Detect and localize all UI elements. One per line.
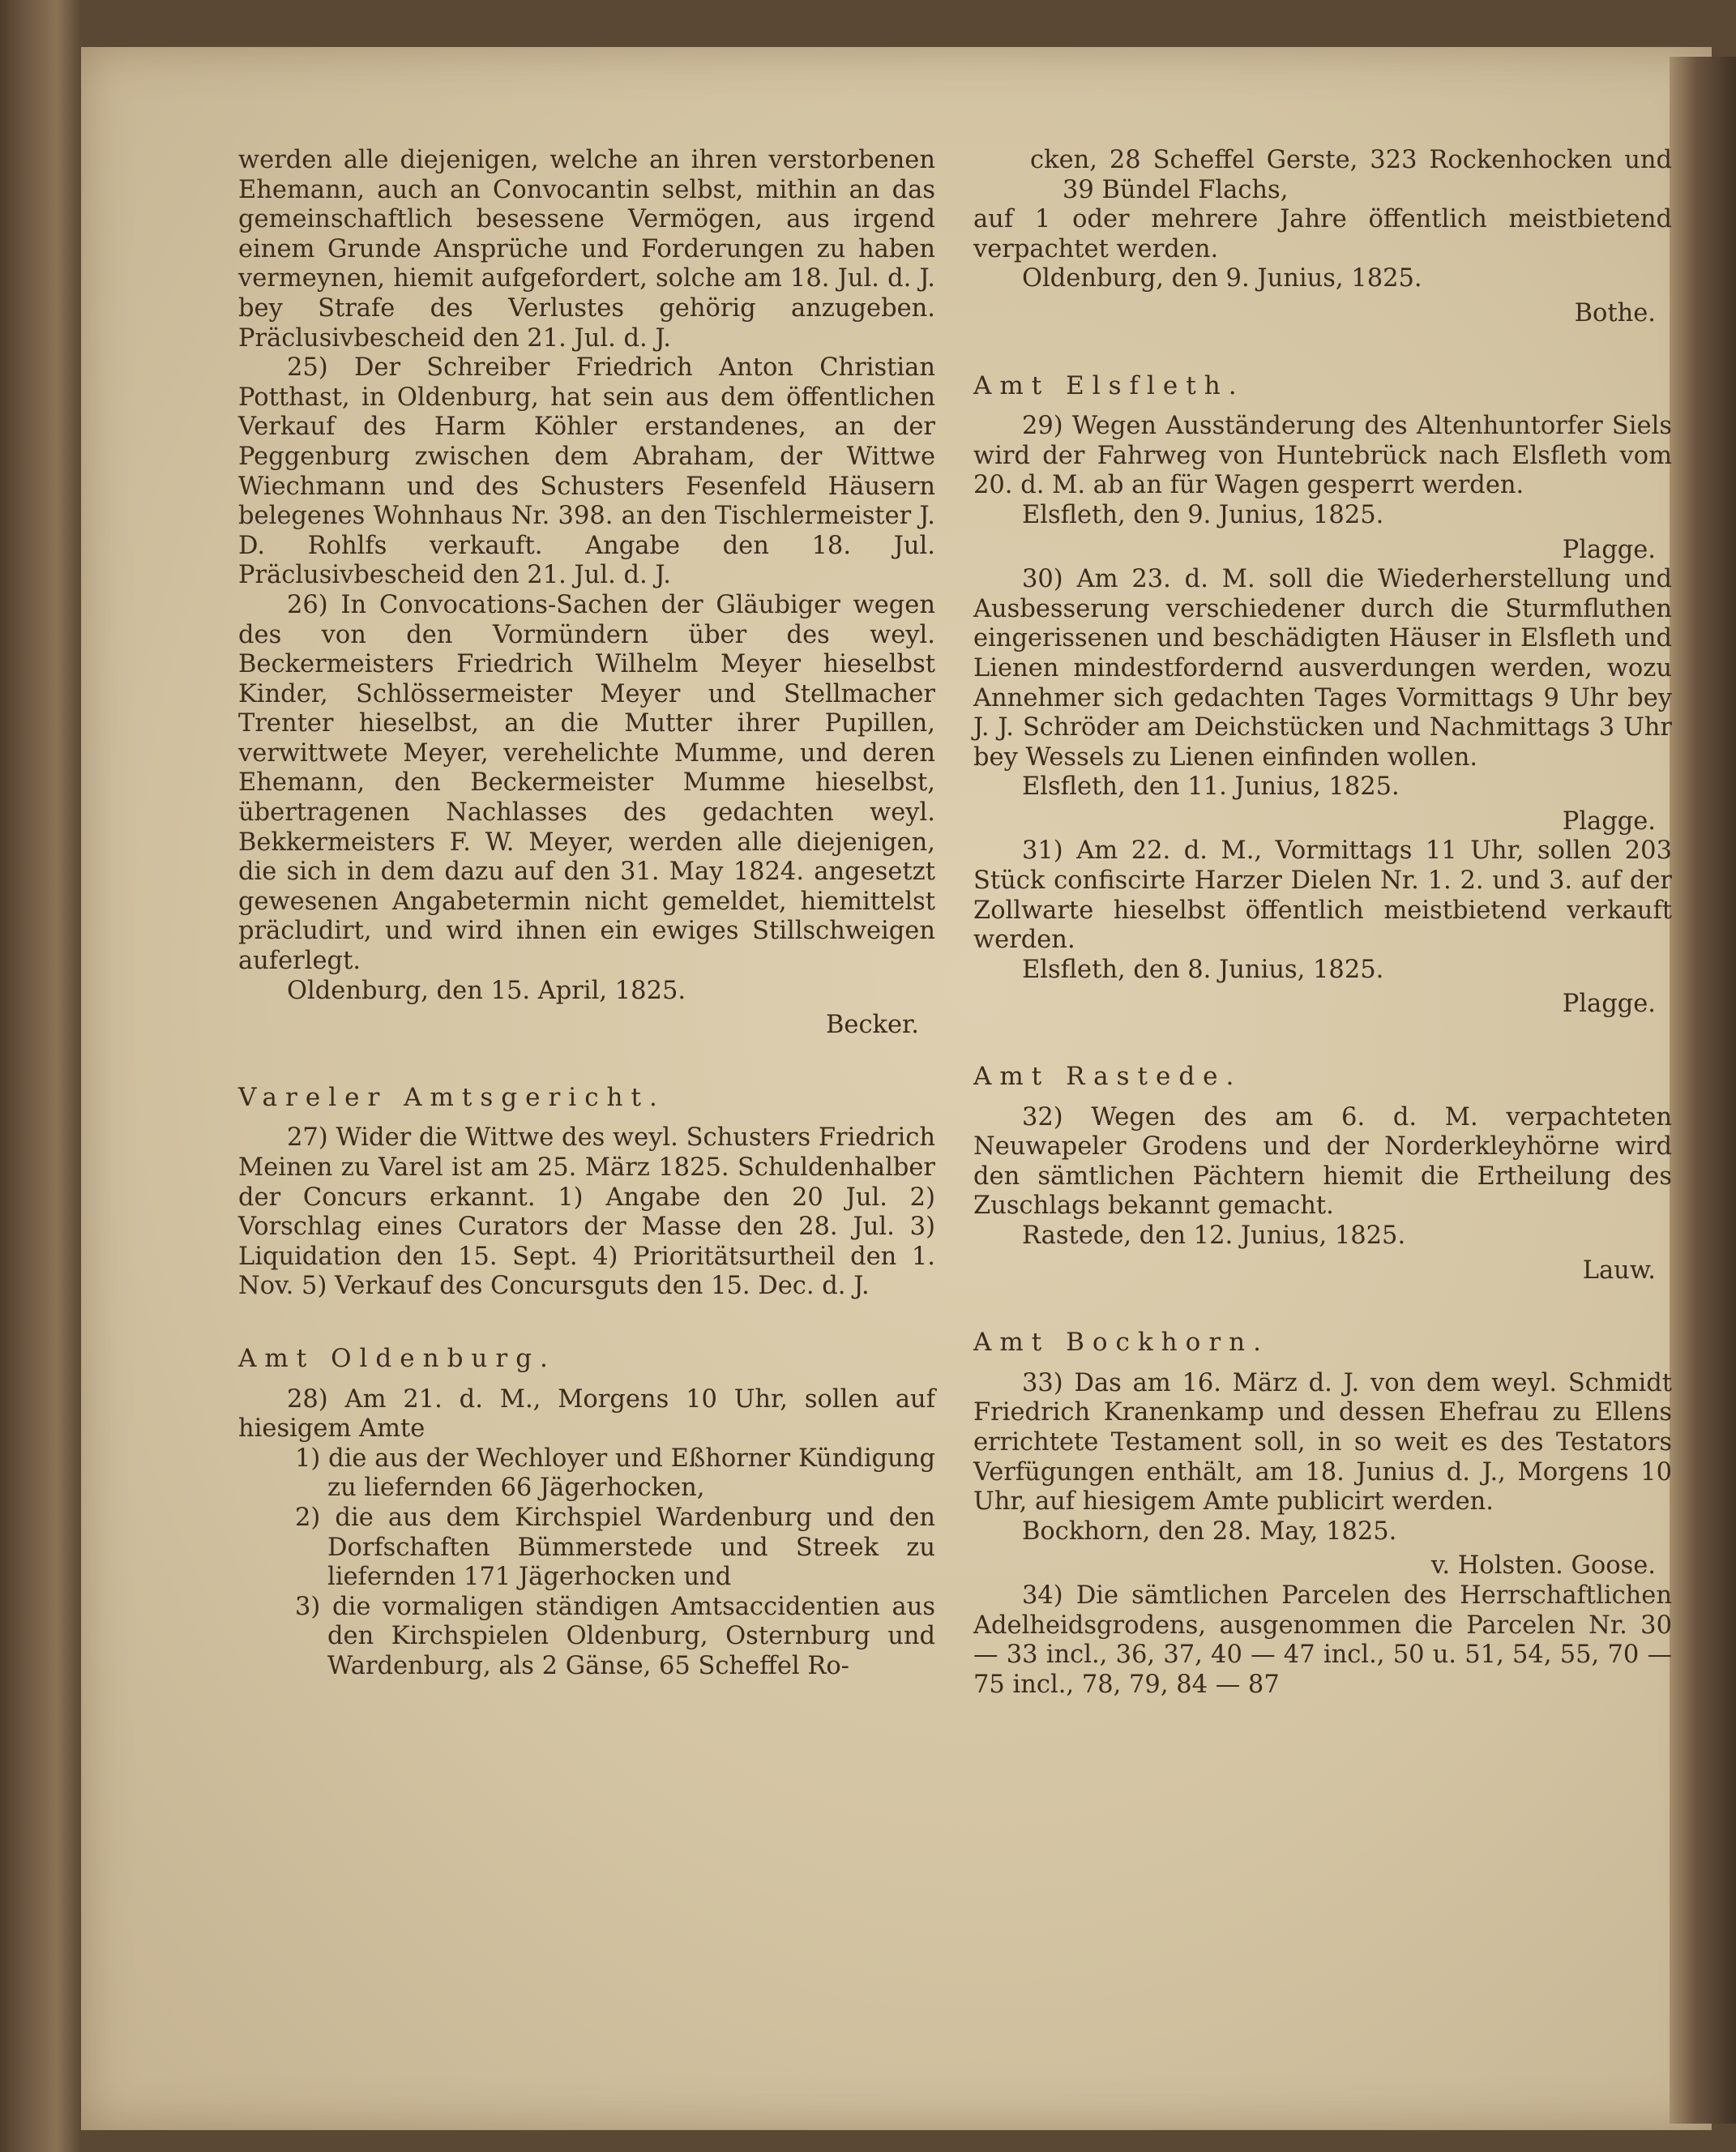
signature: Lauw. — [1582, 1256, 1656, 1285]
list-item: 1) die aus der Wechloyer und Eßhorner Kündigung zu liefernden 66 Jägerhocken, — [295, 1444, 935, 1503]
place-date-line: Elsfleth, den 8. Junius, 1825. — [1022, 955, 1384, 984]
place-date-line: Oldenburg, den 9. Junius, 1825. — [1022, 264, 1422, 293]
left-text-column — [238, 146, 935, 1682]
text-paragraph: auf 1 oder mehrere Jahre öffentlich meistbietend verpachtet werden. — [973, 205, 1672, 263]
notice-paragraph: 28) Am 21. d. M., Morgens 10 Uhr, sollen auf hiesigem Amte — [238, 1384, 935, 1444]
notice-paragraph: 26) In Convocations-Sachen der Gläubiger wegen des von den Vormündern über des weyl. Beckermeisters Friedrich Wilhelm Meyer hieselbst Kinder, Schlössermeister Meyer und Stellmacher Trenter hieselbst, an die Mutter ihrer Pupillen, verwittwete Meyer, verehelichte Mumme, und deren Ehemann, den Beckermeister Mumme hieselbst, übertragenen Nachlasses des gedachten weyl. Bekkermeisters F. W. Meyer, werden alle diejenigen, die sich in dem dazu auf den 31. May 1824. angesetzt gewesenen Angabetermin nicht gemeldet, hiemittelst präcludirt, und wird ihnen ein ewiges Stillschweigen auferlegt. — [238, 590, 935, 976]
notice-paragraph: 29) Wegen Ausständerung des Altenhuntorfer Siels wird der Fahrweg von Huntebrück nach Elsfleth vom 20. d. M. ab an für Wagen gesperrt werden. — [973, 412, 1672, 500]
right-text-column — [973, 146, 1672, 1700]
signature: Plagge. — [1562, 990, 1656, 1019]
list-item: 2) die aus dem Kirchspiel Wardenburg und den Dorfschaften Bümmerstede und Streek zu liefernden 171 Jägerhocken und — [295, 1503, 935, 1592]
notice-paragraph: 31) Am 22. d. M., Vormittags 11 Uhr, sollen 203 Stück confiscirte Harzer Dielen Nr. 1. 2. und 3. auf der Zollwarte hieselbst öffentlich meistbietend verkauft werden. — [973, 836, 1672, 955]
notice-paragraph: 25) Der Schreiber Friedrich Anton Christian Potthast, in Oldenburg, hat sein aus dem öffentlichen Verkauf des Harm Köhler erstandenes, an der Peggenburg zwischen dem Abraham, der Wittwe Wiechmann und des Schusters Fesenfeld Häusern belegenes Wohnhaus Nr. 398. an den Tischlermeister J. D. Rohlfs verkauft. Angabe den 18. Jul. Präclusivbescheid den 21. Jul. d. J. — [238, 353, 935, 590]
place-date-line: Elsfleth, den 11. Junius, 1825. — [1022, 772, 1400, 802]
notice-paragraph: 33) Das am 16. März d. J. von dem weyl. Schmidt Friedrich Kranenkamp und dessen Ehefrau zu Ellens errichtete Testament soll, in so weit es des Testators Verfügungen enthält, am 18. Junius d. J., Morgens 10 Uhr, auf hiesigem Amte publicirt werden. — [973, 1368, 1672, 1517]
signature: Plagge. — [1562, 535, 1656, 564]
place-date-line: Bockhorn, den 28. May, 1825. — [1022, 1517, 1397, 1546]
list-item: cken, 28 Scheffel Gerste, 323 Rockenhocken und 39 Bündel Flachs, — [1030, 146, 1672, 204]
page-edge-shadow — [1670, 57, 1736, 2124]
notice-paragraph: 32) Wegen des am 6. d. M. verpachteten Neuwapeler Grodens und der Norderkleyhörne wird den sämtlichen Pächtern hiemit die Ertheilung des Zuschlags bekannt gemacht. — [973, 1102, 1672, 1221]
signature: Plagge. — [1562, 806, 1656, 836]
place-date-line: Rastede, den 12. Junius, 1825. — [1022, 1221, 1406, 1250]
place-date-line: Elsfleth, den 9. Junius, 1825. — [1022, 500, 1384, 529]
text-paragraph: werden alle diejenigen, welche an ihren verstorbenen Ehemann, auch an Convocantin selbst, mithin an das gemeinschaftlich besessene Vermögen, aus irgend einem Grunde Ansprüche und Forderungen zu haben vermeynen, hiemit aufgefordert, solche am 18. Jul. d. J. bey Strafe des Verlustes gehörig anzugeben. Präclusivbescheid den 21. Jul. d. J. — [238, 146, 935, 353]
signature: v. Holsten. Goose. — [1430, 1551, 1656, 1581]
notice-paragraph: 34) Die sämtlichen Parcelen des Herrschaftlichen Adelheidsgrodens, ausgenommen die Parcelen Nr. 30 — 33 incl., 36, 37, 40 — 47 incl., 50 u. 51, 54, 55, 70 — 75 incl., 78, 79, 84 — 87 — [973, 1581, 1672, 1699]
notice-paragraph: 30) Am 23. d. M. soll die Wiederherstellung und Ausbesserung verschiedener durch die Sturmfluthen eingerissenen und beschädigten Häuser in Elsfleth und Lienen mindestfordernd ausverdungen werden, wozu Annehmer sich gedachten Tages Vormittags 9 Uhr bey J. J. Schröder am Deichstücken und Nachmittags 3 Uhr bey Wessels zu Lienen einfinden wollen. — [973, 565, 1672, 772]
place-date-line: Oldenburg, den 15. April, 1825. — [287, 976, 686, 1005]
list-item: 3) die vormaligen ständigen Amtsaccidentien aus den Kirchspielen Oldenburg, Osternburg und Wardenburg, als 2 Gänse, 65 Scheffel Ro- — [295, 1592, 935, 1680]
section-heading: Amt Oldenburg. — [238, 1343, 556, 1373]
signature: Becker. — [825, 1011, 919, 1040]
notice-paragraph: 27) Wider die Wittwe des weyl. Schusters Friedrich Meinen zu Varel ist am 25. März 1825. Schuldenhalber der Concurs erkannt. 1) Angabe den 20 Jul. 2) Vorschlag eines Curators der Masse den 28. Jul. 3) Liquidation den 15. Sept. 4) Prioritätsurtheil den 1. Nov. 5) Verkauf des Concursguts den 15. Dec. d. J. — [238, 1123, 935, 1301]
signature: Bothe. — [1574, 298, 1656, 327]
section-heading: Vareler Amtsgericht. — [238, 1082, 665, 1112]
section-heading: Amt Elsfleth. — [973, 370, 1245, 400]
section-heading: Amt Bockhorn. — [973, 1328, 1269, 1358]
section-heading: Amt Rastede. — [973, 1062, 1242, 1092]
